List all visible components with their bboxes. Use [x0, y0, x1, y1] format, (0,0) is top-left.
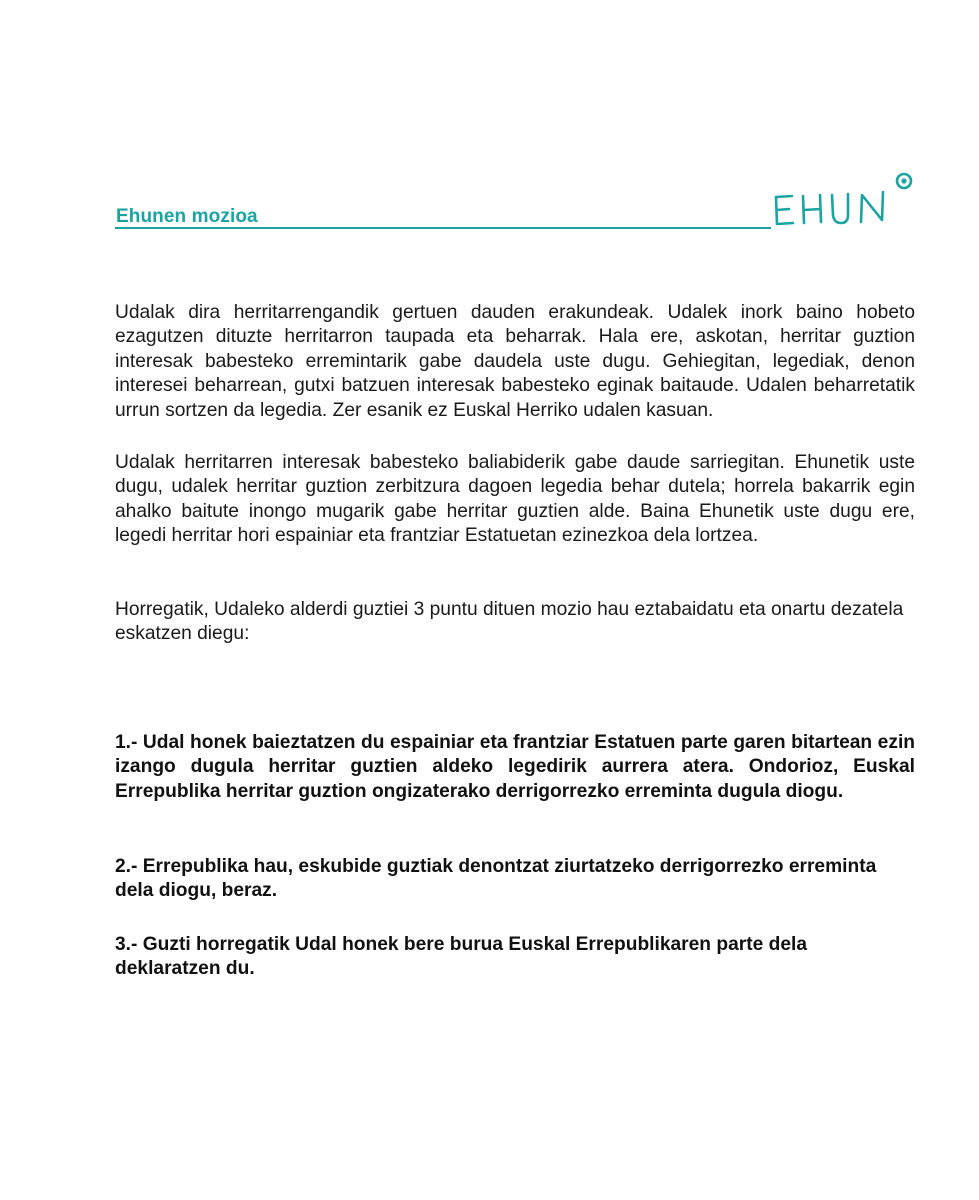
- logo-letter-u: [832, 194, 848, 223]
- logo-letter-e: [776, 196, 793, 224]
- motion-point-1: 1.- Udal honek baieztatzen du espainiar eta frantziar Estatuen parte garen bitartean ezin izango dugula herritar guztien aldeko legedirik aurrera atera. Ondorioz, Euskal Errepublika herritar guztion ongizaterako derrigorrezko erreminta dugula diogu.: [115, 732, 915, 802]
- document-title: Ehunen mozioa: [116, 206, 258, 227]
- logo-letter-h: [803, 195, 821, 223]
- ehun-logo: [770, 168, 918, 234]
- intro-paragraph-1: Udalak dira herritarrengandik gertuen dauden erakundeak. Udalek inork baino hobeto ezagutzen dituzte herritarron taupada eta beharrak. Hala ere, askotan, herritar guztion interesak babesteko erremintarik gabe daudela uste dugu. Gehiegitan, legediak, denon interesei beharrean, gutxi batzuen interesak babesteko eginak baitaude. Udalen beharretatik urrun sortzen da legedia. Zer esanik ez Euskal Herriko udalen kasuan.: [115, 302, 915, 421]
- intro-paragraph-2: Udalak herritarren interesak babesteko baliabiderik gabe daude sarriegitan. Ehunetik uste dugu, udalek herritar guztion zerbitzura dagoen legedia behar dutela; horrela bakarrik egin ahalko baitute inongo mugarik gabe herritar guztien alde. Baina Ehunetik uste dugu ere, legedi herritar hori espainiar eta frantziar Estatuetan ezinezkoa dela lortzea.: [115, 452, 915, 547]
- intro-paragraph-3: Horregatik, Udaleko alderdi guztiei 3 puntu dituen mozio hau eztabaidatu eta onartu dezatela eskatzen diegu:: [115, 599, 904, 645]
- motion-point-3: 3.- Guzti horregatik Udal honek bere burua Euskal Errepublikaren parte dela deklaratzen du.: [115, 934, 808, 980]
- motion-point-2: 2.- Errepublika hau, eskubide guztiak denontzat ziurtatzeko derrigorrezko erreminta dela diogu, beraz.: [115, 856, 877, 902]
- title-underline: [115, 227, 771, 229]
- logo-letter-n: [861, 192, 883, 222]
